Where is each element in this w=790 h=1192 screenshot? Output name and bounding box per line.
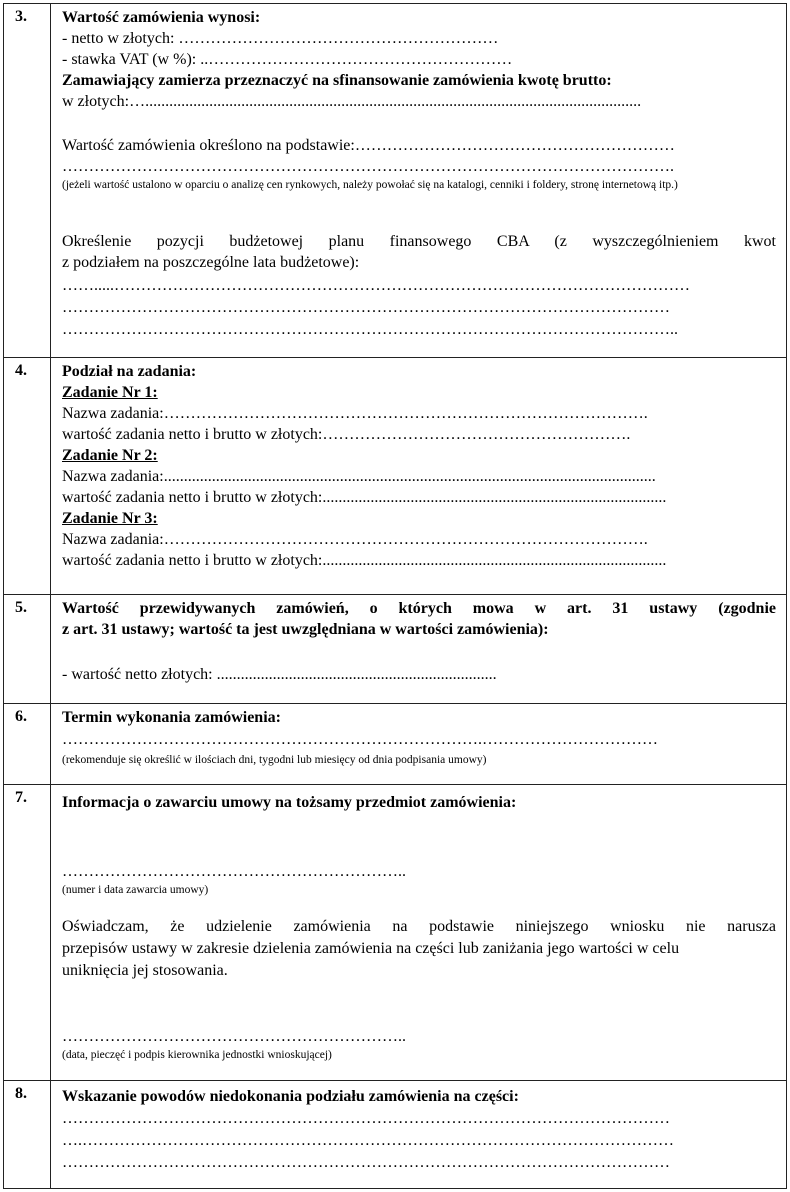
contract-field[interactable]: ……………………………………………………….. [62,863,406,880]
statement-line-2: przepisów ustawy w zakresie dzielenia zamówienia na części lub zaniżania jego wartości w celu [62,940,680,957]
statement-line-3: uniknięcia jej stosowania. [62,962,228,979]
section-title-line-1: Wartość przewidywanych zamówień, o których mowa w art. 31 ustawy (zgodnie [62,600,776,617]
reasons-dots-2[interactable]: ….………………………………………………………………………………………………… [62,1132,674,1149]
section-number-label: 3. [15,8,27,25]
basis-note: (jeżeli wartość ustalono w oparciu o analizę cen rynkowych, należy powołać się na katalogi, cenniki i foldery, stronę internetową itp.) [62,179,678,191]
section-number [4,595,51,703]
reasons-dots-3[interactable]: …………………………………………………………………………………………………… [62,1154,670,1171]
section-number [4,4,51,357]
statement-line-1: Oświadczam, że udzielenie zamówienia na podstawie niniejszego wniosku nie narusza [62,918,776,935]
budget-value-field[interactable]: w złotych:…............................................................................................................................ [62,93,642,110]
task-3-heading: Zadanie Nr 3: [62,510,158,527]
task-1-value-field[interactable]: wartość zadania netto i brutto w złotych:…………………………………………………. [62,426,631,443]
section-number [4,358,51,594]
section-number-label: 6. [15,708,27,725]
section-title: Informacja o zawarciu umowy na tożsamy przedmiot zamówienia: [62,794,517,811]
task-2-value-field[interactable]: wartość zadania netto i brutto w złotych:...................................................................................... [62,489,667,506]
netto-field[interactable]: - netto w złotych: …………………………………………………… [62,30,499,47]
section-5 [3,595,787,704]
deadline-field[interactable]: …………………………………………………………………….…………………………… [62,731,658,748]
section-title: Termin wykonania zamówienia: [62,709,281,726]
section-6 [3,704,787,785]
position-dots-3[interactable]: …………………………………………………………………………………………………….. [62,321,678,338]
deadline-note: (rekomenduje się określić w ilościach dni, tygodni lub miesięcy od dnia podpisania umowy) [62,754,487,766]
task-3-value-field[interactable]: wartość zadania netto i brutto w złotych:...................................................................................... [62,552,667,569]
section-3 [3,3,787,358]
section-title: Podział na zadania: [62,363,197,380]
task-2-heading: Zadanie Nr 2: [62,447,158,464]
section-title-line-2: z art. 31 ustawy; wartość ta jest uwzględniana w wartości zamówienia): [62,621,549,638]
basis-field[interactable]: Wartość zamówienia określono na podstawie:…………………………………………………… [62,137,675,154]
section-title: Wskazanie powodów niedokonania podziału zamówienia na części: [62,1088,519,1105]
budget-title: Zamawiający zamierza przeznaczyć na sfinansowanie zamówienia kwotę brutto: [62,72,612,89]
section-number-label: 5. [15,599,27,616]
section-number-label: 7. [15,789,27,806]
task-3-name-field[interactable]: Nazwa zadania:………………………………………………………………………………. [62,531,648,548]
section-title: Wartość zamówienia wynosi: [62,9,261,26]
task-2-name-field[interactable]: Nazwa zadania:........................................................................................................................... [62,468,656,485]
signature-field[interactable]: ……………………………………………………….. [62,1028,406,1045]
reasons-dots-1[interactable]: …………………………………………………………………………………………………… [62,1110,670,1127]
contract-note: (numer i data zawarcia umowy) [62,884,209,896]
position-dots-2[interactable]: …………………………………………………………………………………………………… [62,299,670,316]
netto-value-field[interactable]: - wartość netto złotych: ...................................................................... [62,666,497,683]
section-number [4,785,51,1080]
section-8 [3,1081,787,1189]
section-number-label: 8. [15,1085,27,1102]
section-4 [3,358,787,595]
section-number [4,704,51,784]
task-1-name-field[interactable]: Nazwa zadania:………………………………………………………………………………. [62,405,648,422]
vat-field[interactable]: - stawka VAT (w %): ..………………………………………………… [62,51,513,68]
signature-note: (data, pieczęć i podpis kierownika jednostki wnioskującej) [62,1049,332,1061]
position-dots-1[interactable]: …….....……………………………………………………………………………………………… [62,277,690,294]
position-line-2: z podziałem na poszczególne lata budżetowe): [62,254,360,271]
section-number [4,1081,51,1188]
position-line-1: Określenie pozycji budżetowej planu finansowego CBA (z wyszczególnieniem kwot [62,233,776,250]
order-form [3,3,787,1189]
task-1-heading: Zadanie Nr 1: [62,384,158,401]
section-number-label: 4. [15,362,27,379]
section-7 [3,785,787,1081]
basis-dots[interactable]: ……………………………………………………………………………………………………. [62,158,674,175]
